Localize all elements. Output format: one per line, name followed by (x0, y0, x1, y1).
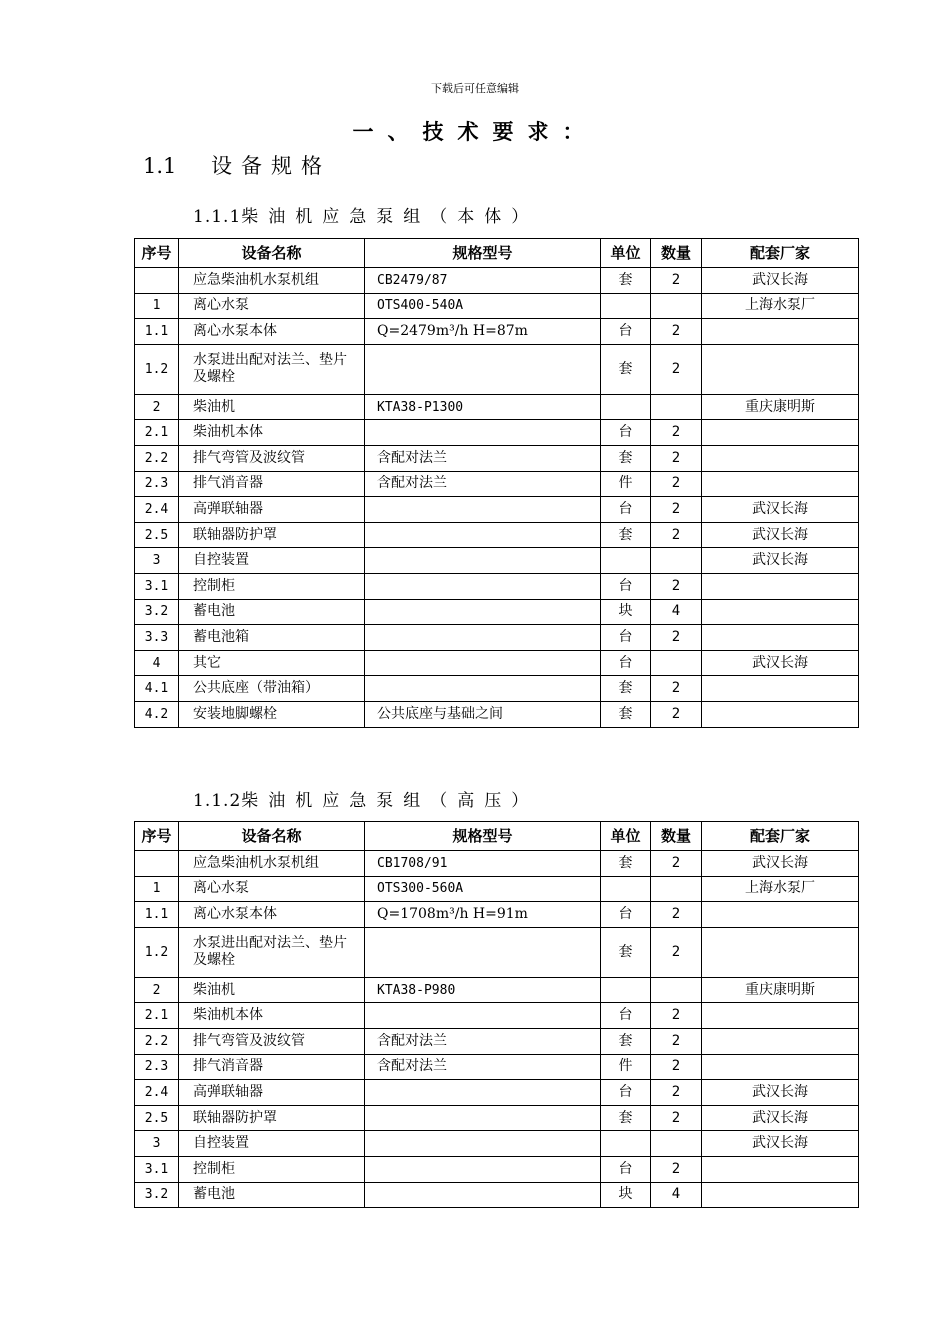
cell-qty: 2 (651, 676, 702, 702)
cell-manufacturer: 武汉长海 (702, 1080, 859, 1106)
cell-model: OTS400-540A (365, 293, 601, 319)
cell-unit: 台 (601, 497, 651, 523)
cell-name: 柴油机 (179, 394, 365, 420)
cell-model (365, 1003, 601, 1029)
col-unit-header: 单位 (601, 822, 651, 851)
cell-qty: 2 (651, 1080, 702, 1106)
cell-manufacturer: 重庆康明斯 (702, 394, 859, 420)
cell-model (365, 420, 601, 446)
cell-model (365, 497, 601, 523)
col-name-header: 设备名称 (179, 822, 365, 851)
cell-unit: 台 (601, 319, 651, 345)
cell-model (365, 650, 601, 676)
cell-qty: 2 (651, 851, 702, 877)
cell-manufacturer (702, 902, 859, 928)
cell-name: 排气弯管及波纹管 (179, 445, 365, 471)
table-row (135, 548, 859, 574)
cell-unit (601, 548, 651, 574)
cell-number: 1.1 (135, 902, 179, 928)
cell-model (365, 927, 601, 977)
cell-unit: 套 (601, 445, 651, 471)
cell-qty: 2 (651, 268, 702, 294)
cell-name: 水泵进出配对法兰、垫片及螺栓 (179, 344, 365, 394)
cell-qty: 2 (651, 471, 702, 497)
cell-model: Q=2479m³/h H=87m (365, 319, 601, 345)
table-row (135, 701, 859, 727)
cell-name: 柴油机 (179, 977, 365, 1003)
cell-qty: 2 (651, 1028, 702, 1054)
cell-name: 柴油机本体 (179, 1003, 365, 1029)
cell-name: 高弹联轴器 (179, 497, 365, 523)
cell-name: 水泵进出配对法兰、垫片及螺栓 (179, 927, 365, 977)
cell-manufacturer: 武汉长海 (702, 548, 859, 574)
table-row (135, 851, 859, 877)
cell-name: 高弹联轴器 (179, 1080, 365, 1106)
cell-name: 离心水泵 (179, 293, 365, 319)
cell-number: 2.4 (135, 1080, 179, 1106)
table-row (135, 876, 859, 902)
cell-unit (601, 977, 651, 1003)
cell-number: 3 (135, 1131, 179, 1157)
cell-model: KTA38-P1300 (365, 394, 601, 420)
col-unit-header: 单位 (601, 239, 651, 268)
cell-name: 联轴器防护罩 (179, 1105, 365, 1131)
cell-qty: 2 (651, 344, 702, 394)
cell-model: OTS300-560A (365, 876, 601, 902)
cell-qty: 2 (651, 522, 702, 548)
cell-model: KTA38-P980 (365, 977, 601, 1003)
cell-number: 1.2 (135, 344, 179, 394)
cell-number: 2.3 (135, 471, 179, 497)
cell-number: 2 (135, 977, 179, 1003)
cell-unit: 块 (601, 599, 651, 625)
cell-model: 含配对法兰 (365, 445, 601, 471)
cell-unit: 台 (601, 1080, 651, 1106)
cell-name: 离心水泵本体 (179, 902, 365, 928)
cell-unit: 台 (601, 650, 651, 676)
document-title: 一、技术要求： (352, 120, 598, 144)
table-row (135, 1156, 859, 1182)
spec-table-1 (134, 238, 859, 728)
table-row (135, 445, 859, 471)
table-1-heading-text: 柴油机应急泵组（本体） (241, 207, 539, 227)
table-row (135, 1003, 859, 1029)
cell-qty (651, 394, 702, 420)
table-row (135, 1131, 859, 1157)
cell-model (365, 1131, 601, 1157)
cell-number: 4.2 (135, 701, 179, 727)
cell-unit: 套 (601, 701, 651, 727)
table-row (135, 573, 859, 599)
cell-manufacturer (702, 701, 859, 727)
table-row (135, 394, 859, 420)
cell-model: 含配对法兰 (365, 1054, 601, 1080)
cell-number: 2.1 (135, 420, 179, 446)
table-header-row (135, 822, 859, 851)
cell-manufacturer (702, 420, 859, 446)
cell-number: 2.1 (135, 1003, 179, 1029)
table-row (135, 522, 859, 548)
cell-name: 蓄电池 (179, 1182, 365, 1208)
cell-name: 控制柜 (179, 1156, 365, 1182)
table-row (135, 676, 859, 702)
table-2-heading (193, 786, 538, 811)
table-row (135, 927, 859, 977)
table-row (135, 497, 859, 523)
cell-qty (651, 548, 702, 574)
cell-model (365, 676, 601, 702)
table-row (135, 1054, 859, 1080)
cell-unit: 件 (601, 471, 651, 497)
section-title: 设备规格 (211, 154, 331, 178)
col-number-header: 序号 (135, 239, 179, 268)
cell-name: 控制柜 (179, 573, 365, 599)
cell-name: 其它 (179, 650, 365, 676)
cell-model (365, 344, 601, 394)
cell-unit: 台 (601, 1003, 651, 1029)
cell-qty (651, 876, 702, 902)
cell-qty: 2 (651, 625, 702, 651)
cell-qty: 2 (651, 319, 702, 345)
cell-manufacturer (702, 319, 859, 345)
cell-unit: 台 (601, 1156, 651, 1182)
section-heading (143, 150, 331, 180)
table-row (135, 420, 859, 446)
spec-table-2 (134, 821, 859, 1208)
col-manufacturer-header: 配套厂家 (702, 822, 859, 851)
table-row (135, 344, 859, 394)
cell-name: 蓄电池 (179, 599, 365, 625)
cell-manufacturer (702, 625, 859, 651)
cell-number: 1 (135, 293, 179, 319)
cell-manufacturer: 上海水泵厂 (702, 293, 859, 319)
cell-model: 公共底座与基础之间 (365, 701, 601, 727)
col-qty-header: 数量 (651, 822, 702, 851)
cell-unit (601, 394, 651, 420)
cell-qty: 4 (651, 1182, 702, 1208)
cell-unit: 套 (601, 676, 651, 702)
cell-manufacturer: 武汉长海 (702, 851, 859, 877)
cell-manufacturer (702, 927, 859, 977)
cell-number: 4 (135, 650, 179, 676)
cell-name: 排气弯管及波纹管 (179, 1028, 365, 1054)
cell-model (365, 625, 601, 651)
cell-name: 安装地脚螺栓 (179, 701, 365, 727)
cell-manufacturer (702, 1003, 859, 1029)
cell-qty: 2 (651, 445, 702, 471)
cell-name: 自控装置 (179, 1131, 365, 1157)
cell-qty: 2 (651, 420, 702, 446)
cell-name: 蓄电池箱 (179, 625, 365, 651)
col-name-header: 设备名称 (179, 239, 365, 268)
cell-number (135, 268, 179, 294)
table-1-heading (193, 202, 538, 227)
cell-qty (651, 1131, 702, 1157)
table-row (135, 471, 859, 497)
cell-name: 应急柴油机水泵机组 (179, 851, 365, 877)
cell-qty: 2 (651, 927, 702, 977)
cell-unit: 台 (601, 625, 651, 651)
cell-manufacturer: 武汉长海 (702, 650, 859, 676)
cell-model (365, 1080, 601, 1106)
col-number-header: 序号 (135, 822, 179, 851)
cell-manufacturer (702, 1054, 859, 1080)
cell-number: 2 (135, 394, 179, 420)
cell-model: CB1708/91 (365, 851, 601, 877)
cell-unit: 台 (601, 902, 651, 928)
cell-unit: 套 (601, 1105, 651, 1131)
cell-model (365, 573, 601, 599)
cell-number: 2.3 (135, 1054, 179, 1080)
cell-qty: 2 (651, 497, 702, 523)
cell-number: 3.2 (135, 1182, 179, 1208)
cell-model: 含配对法兰 (365, 1028, 601, 1054)
table-row (135, 268, 859, 294)
cell-model: CB2479/87 (365, 268, 601, 294)
cell-qty: 2 (651, 902, 702, 928)
table-header-row (135, 239, 859, 268)
cell-number: 3.1 (135, 1156, 179, 1182)
cell-number: 1 (135, 876, 179, 902)
table-row (135, 599, 859, 625)
cell-unit: 套 (601, 1028, 651, 1054)
cell-number: 1.2 (135, 927, 179, 977)
cell-model (365, 1182, 601, 1208)
cell-qty (651, 293, 702, 319)
cell-number: 3.2 (135, 599, 179, 625)
cell-unit: 台 (601, 420, 651, 446)
cell-name: 排气消音器 (179, 471, 365, 497)
cell-manufacturer (702, 573, 859, 599)
table-2-heading-text: 柴油机应急泵组（高压） (241, 791, 539, 811)
cell-manufacturer: 武汉长海 (702, 1131, 859, 1157)
cell-manufacturer: 上海水泵厂 (702, 876, 859, 902)
table-row (135, 650, 859, 676)
cell-manufacturer (702, 1028, 859, 1054)
cell-name: 联轴器防护罩 (179, 522, 365, 548)
cell-manufacturer (702, 445, 859, 471)
table-row (135, 902, 859, 928)
cell-unit (601, 1131, 651, 1157)
cell-manufacturer (702, 471, 859, 497)
cell-unit: 套 (601, 268, 651, 294)
cell-number: 3.1 (135, 573, 179, 599)
cell-unit: 套 (601, 927, 651, 977)
cell-manufacturer: 武汉长海 (702, 522, 859, 548)
cell-qty: 2 (651, 1156, 702, 1182)
table-row (135, 1105, 859, 1131)
table-row (135, 1182, 859, 1208)
cell-unit: 件 (601, 1054, 651, 1080)
cell-manufacturer (702, 1182, 859, 1208)
cell-unit: 台 (601, 573, 651, 599)
cell-qty: 2 (651, 573, 702, 599)
cell-number: 1.1 (135, 319, 179, 345)
cell-name: 排气消音器 (179, 1054, 365, 1080)
cell-manufacturer (702, 344, 859, 394)
cell-number: 3 (135, 548, 179, 574)
cell-unit: 套 (601, 851, 651, 877)
cell-model (365, 1156, 601, 1182)
table-row (135, 1080, 859, 1106)
cell-qty (651, 650, 702, 676)
cell-unit (601, 293, 651, 319)
cell-number: 2.5 (135, 522, 179, 548)
cell-qty: 4 (651, 599, 702, 625)
cell-number: 2.2 (135, 1028, 179, 1054)
cell-name: 应急柴油机水泵机组 (179, 268, 365, 294)
col-qty-header: 数量 (651, 239, 702, 268)
col-model-header: 规格型号 (365, 822, 601, 851)
table-2-heading-number: 1.1.2 (193, 791, 242, 811)
cell-model: 含配对法兰 (365, 471, 601, 497)
header-note: 下载后可任意编辑 (431, 82, 519, 95)
table-row (135, 625, 859, 651)
cell-model: Q=1708m³/h H=91m (365, 902, 601, 928)
cell-name: 离心水泵 (179, 876, 365, 902)
cell-model (365, 599, 601, 625)
cell-number: 2.5 (135, 1105, 179, 1131)
cell-unit: 块 (601, 1182, 651, 1208)
cell-manufacturer: 重庆康明斯 (702, 977, 859, 1003)
cell-number: 4.1 (135, 676, 179, 702)
cell-manufacturer (702, 599, 859, 625)
cell-number: 2.4 (135, 497, 179, 523)
cell-unit: 套 (601, 522, 651, 548)
cell-number: 3.3 (135, 625, 179, 651)
cell-manufacturer (702, 1156, 859, 1182)
cell-qty: 2 (651, 701, 702, 727)
table-1-heading-number: 1.1.1 (193, 207, 242, 227)
cell-qty: 2 (651, 1105, 702, 1131)
cell-qty: 2 (651, 1003, 702, 1029)
cell-name: 自控装置 (179, 548, 365, 574)
col-manufacturer-header: 配套厂家 (702, 239, 859, 268)
cell-manufacturer: 武汉长海 (702, 497, 859, 523)
table-row (135, 1028, 859, 1054)
cell-model (365, 522, 601, 548)
col-model-header: 规格型号 (365, 239, 601, 268)
table-row (135, 977, 859, 1003)
cell-name: 柴油机本体 (179, 420, 365, 446)
cell-unit (601, 876, 651, 902)
cell-qty: 2 (651, 1054, 702, 1080)
section-number: 1.1 (143, 154, 177, 178)
cell-manufacturer: 武汉长海 (702, 268, 859, 294)
cell-number (135, 851, 179, 877)
cell-qty (651, 977, 702, 1003)
cell-name: 公共底座（带油箱） (179, 676, 365, 702)
cell-unit: 套 (601, 344, 651, 394)
cell-number: 2.2 (135, 445, 179, 471)
cell-model (365, 1105, 601, 1131)
cell-manufacturer (702, 676, 859, 702)
table-row (135, 293, 859, 319)
cell-name: 离心水泵本体 (179, 319, 365, 345)
table-row (135, 319, 859, 345)
cell-manufacturer: 武汉长海 (702, 1105, 859, 1131)
cell-model (365, 548, 601, 574)
